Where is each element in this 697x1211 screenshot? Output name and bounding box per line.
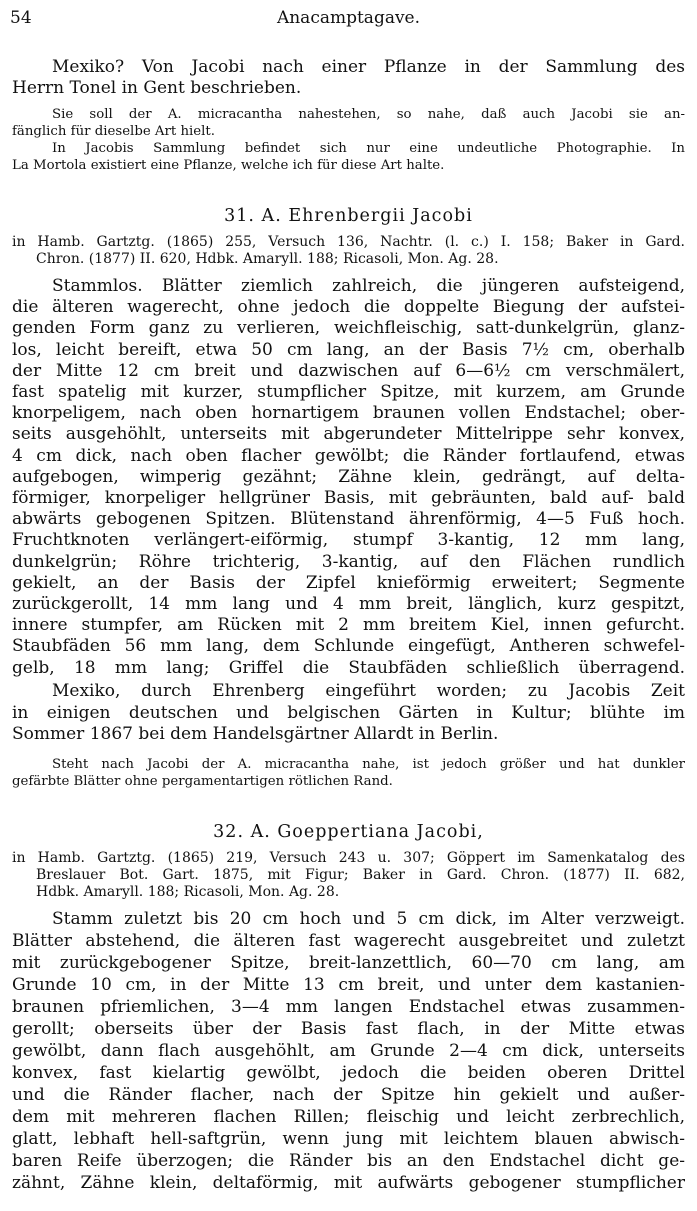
text-line: zurückgerollt, 14 mm lang und 4 mm breit, länglich, kurz gespitzt,	[12, 594, 685, 615]
species-heading-32: 32. A. Goeppertiana Jacobi,	[213, 822, 484, 842]
running-title: Anacamptagave.	[276, 8, 421, 28]
text-line: 4 cm dick, nach oben flacher gewölbt; die Ränder fortlaufend, etwas	[12, 445, 685, 466]
text-line: gerollt; oberseits über der Basis fast flach, in der Mitte etwas	[12, 1019, 685, 1039]
text-line: der Mitte 12 cm breit und dazwischen auf 6—6½ cm verschmälert,	[12, 360, 685, 381]
text-line: Mexiko? Von Jacobi nach einer Pflanze in der Sammlung des	[52, 57, 685, 77]
text-line: Mexiko, durch Ehrenberg eingeführt worden; zu Jacobis Zeit	[52, 681, 685, 701]
text-line: baren Reife überzogen; die Ränder bis an den Endstachel dicht ge-	[12, 1151, 685, 1171]
text-line: in einigen deutschen und belgischen Gärten in Kultur; blühte im	[12, 702, 685, 723]
text-line: Staubfäden 56 mm lang, dem Schlunde eingefügt, Antheren schwefel-	[12, 636, 685, 657]
text-line: dunkelgrün; Röhre trichterig, 3-kantig, auf den Flächen rundlich	[12, 551, 685, 572]
text-line: Stamm zuletzt bis 20 cm hoch und 5 cm dick, im Alter verzweigt.	[52, 909, 685, 929]
text-line: und die Ränder flacher, nach der Spitze hin gekielt und außer-	[12, 1085, 685, 1105]
text-line: Sommer 1867 bei dem Handelsgärtner Allardt in Berlin.	[12, 724, 499, 744]
text-line: braunen pfriemlichen, 3—4 mm langen Endstachel etwas zusammen-	[12, 997, 685, 1017]
text-line: aufgebogen, wimperig gezähnt; Zähne klein, gedrängt, auf delta-	[12, 466, 685, 487]
text-line: gelb, 18 mm lang; Griffel die Staubfäden schließlich überragend.	[12, 657, 685, 678]
references-32	[12, 850, 685, 901]
text-line: Stammlos. Blätter ziemlich zahlreich, die jüngeren aufsteigend,	[52, 276, 685, 296]
reference-line: Breslauer Bot. Gart. 1875, mit Figur; Baker in Gard. Chron. (1877) II. 682,	[36, 867, 685, 883]
text-line: die älteren wagerecht, ohne jedoch die doppelte Biegung der aufstei-	[12, 297, 685, 318]
references-31	[12, 234, 685, 268]
text-line: abwärts gebogenen Spitzen. Blütenstand ährenförmig, 4—5 Fuß hoch.	[12, 509, 685, 530]
note-31	[12, 756, 685, 790]
note-line: gefärbte Blätter ohne pergamentartigen rötlichen Rand.	[12, 774, 393, 789]
text-line: innere stumpfer, am Rücken mit 2 mm breitem Kiel, innen gefurcht.	[12, 615, 685, 636]
text-line: zähnt, Zähne klein, deltaförmig, mit aufwärts gebogener stumpflicher	[12, 1173, 685, 1193]
page-header	[10, 8, 687, 32]
distribution-31	[12, 681, 685, 746]
species-heading-31: 31. A. Ehrenbergii Jacobi	[224, 206, 473, 226]
text-line: Blätter abstehend, die älteren fast wagerecht ausgebreitet und zuletzt	[12, 931, 685, 951]
reference-line: in Hamb. Gartztg. (1865) 219, Versuch 243 u. 307; Göppert im Samenkatalog des	[12, 850, 685, 866]
origin-paragraph	[12, 57, 685, 99]
text-line: gewölbt, dann flach ausgehöhlt, am Grunde 2—4 cm dick, unterseits	[12, 1041, 685, 1061]
text-line: knorpeligem, nach oben hornartigem braunen vollen Endstachel; ober-	[12, 403, 685, 424]
reference-line: in Hamb. Gartztg. (1865) 255, Versuch 136, Nachtr. (l. c.) I. 158; Baker in Gard.	[12, 234, 685, 250]
text-line: dem mit mehreren flachen Rillen; fleischig und leicht zerbrechlich,	[12, 1107, 685, 1127]
text-line: konvex, fast kielartig gewölbt, jedoch die beiden oberen Drittel	[12, 1063, 685, 1083]
text-line: Fruchtknoten verlängert-eiförmig, stumpf 3-kantig, 12 mm lang,	[12, 530, 685, 551]
text-line: gekielt, an der Basis der Zipfel knieförmig erweitert; Segmente	[12, 572, 685, 593]
text-line: Herrn Tonel in Gent beschrieben.	[12, 78, 302, 98]
note-line: La Mortola existiert eine Pflanze, welche ich für diese Art halte.	[12, 158, 445, 173]
text-line: genden Form ganz zu verlieren, weichfleischig, satt-dunkelgrün, glanz-	[12, 318, 685, 339]
text-line: fast spatelig mit kurzer, stumpflicher Spitze, mit kurzem, am Grunde	[12, 382, 685, 403]
page-number: 54	[10, 8, 32, 28]
reference-line: Chron. (1877) II. 620, Hdbk. Amaryll. 188; Ricasoli, Mon. Ag. 28.	[36, 251, 499, 267]
text-line: seits ausgehöhlt, unterseits mit abgerundeter Mittelrippe sehr konvex,	[12, 424, 685, 445]
note-line: fänglich für dieselbe Art hielt.	[12, 124, 215, 139]
text-line: förmiger, knorpeliger hellgrüner Basis, mit gebräunten, bald auf- bald	[12, 488, 685, 509]
note-line: Steht nach Jacobi der A. micracantha nahe, ist jedoch größer und hat dunkler	[52, 757, 685, 772]
text-line: los, leicht bereift, etwa 50 cm lang, an der Basis 7½ cm, oberhalb	[12, 339, 685, 360]
note-line: Sie soll der A. micracantha nahestehen, so nahe, daß auch Jacobi sie an-	[52, 107, 685, 122]
text-line: Grunde 10 cm, in der Mitte 13 cm breit, und unter dem kastanien-	[12, 975, 685, 995]
description-31	[12, 276, 685, 679]
description-32	[12, 908, 685, 1194]
text-line: mit zurückgebogener Spitze, breit-lanzettlich, 60—70 cm lang, am	[12, 953, 685, 973]
note-line: In Jacobis Sammlung befindet sich nur eine undeutliche Photographie. In	[52, 141, 685, 156]
text-line: glatt, lebhaft hell-saftgrün, wenn jung mit leichtem blauen abwisch-	[12, 1129, 685, 1149]
reference-line: Hdbk. Amaryll. 188; Ricasoli, Mon. Ag. 28.	[36, 884, 340, 900]
note-block	[12, 106, 685, 174]
